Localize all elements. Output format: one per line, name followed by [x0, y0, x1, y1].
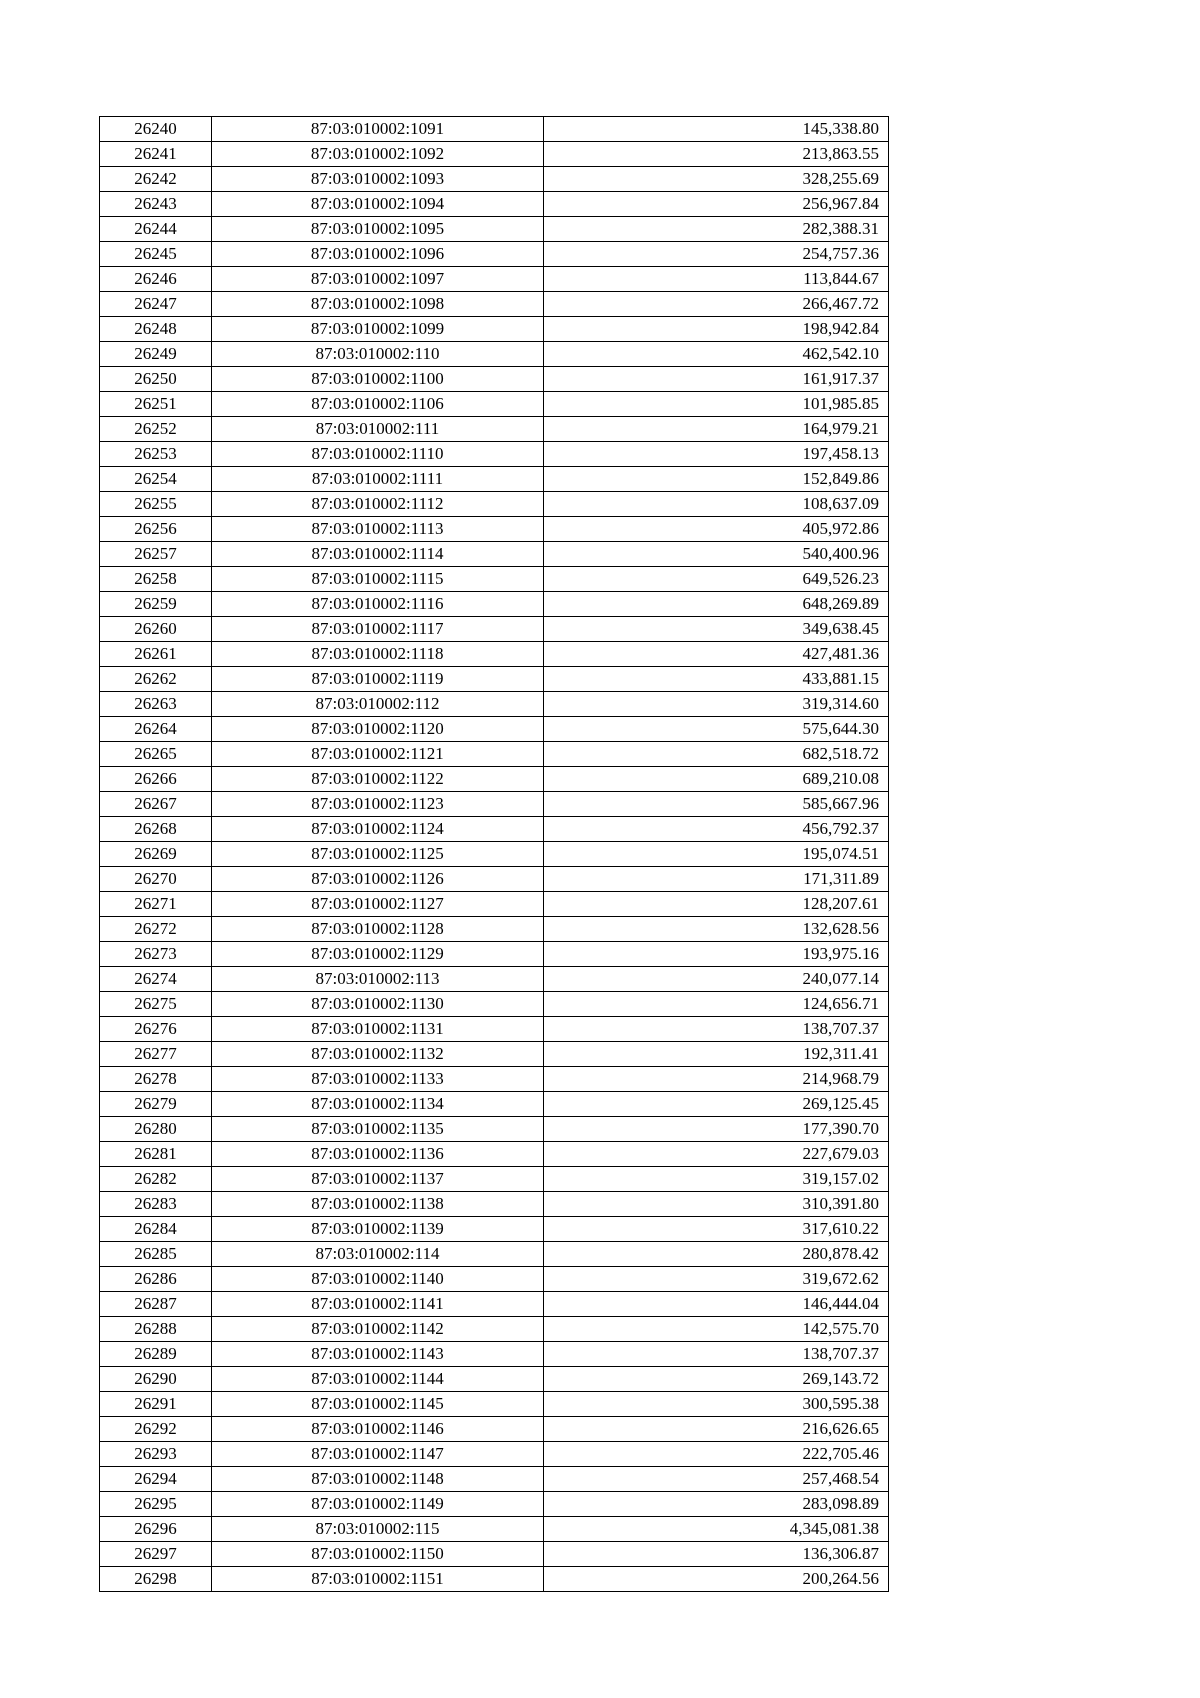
cadastral-number-cell: 87:03:010002:1149: [212, 1492, 544, 1517]
row-number-cell: 26243: [100, 192, 212, 217]
cadastral-number-cell: 87:03:010002:1127: [212, 892, 544, 917]
row-number-cell: 26284: [100, 1217, 212, 1242]
cadastral-number-cell: 87:03:010002:1094: [212, 192, 544, 217]
row-number-cell: 26254: [100, 467, 212, 492]
row-number-cell: 26280: [100, 1117, 212, 1142]
cadastral-number-cell: 87:03:010002:1143: [212, 1342, 544, 1367]
value-cell: 349,638.45: [544, 617, 889, 642]
cadastral-number-cell: 87:03:010002:1110: [212, 442, 544, 467]
table-row: [100, 192, 889, 217]
value-cell: 192,311.41: [544, 1042, 889, 1067]
cadastral-number-cell: 87:03:010002:1117: [212, 617, 544, 642]
row-number-cell: 26270: [100, 867, 212, 892]
value-cell: 254,757.36: [544, 242, 889, 267]
row-number-cell: 26263: [100, 692, 212, 717]
table-row: [100, 467, 889, 492]
row-number-cell: 26286: [100, 1267, 212, 1292]
cadastral-number-cell: 87:03:010002:1146: [212, 1417, 544, 1442]
table-row: [100, 342, 889, 367]
cadastral-number-cell: 87:03:010002:1131: [212, 1017, 544, 1042]
cadastral-number-cell: 87:03:010002:113: [212, 967, 544, 992]
table-row: [100, 267, 889, 292]
row-number-cell: 26292: [100, 1417, 212, 1442]
row-number-cell: 26290: [100, 1367, 212, 1392]
table-row: [100, 742, 889, 767]
cadastral-number-cell: 87:03:010002:1141: [212, 1292, 544, 1317]
table-row: [100, 1417, 889, 1442]
table-row: [100, 1292, 889, 1317]
cadastral-number-cell: 87:03:010002:1145: [212, 1392, 544, 1417]
table-row: [100, 1117, 889, 1142]
value-cell: 124,656.71: [544, 992, 889, 1017]
value-cell: 319,157.02: [544, 1167, 889, 1192]
table-row: [100, 1392, 889, 1417]
row-number-cell: 26250: [100, 367, 212, 392]
row-number-cell: 26293: [100, 1442, 212, 1467]
table-row: [100, 1342, 889, 1367]
cadastral-number-cell: 87:03:010002:1118: [212, 642, 544, 667]
value-cell: 213,863.55: [544, 142, 889, 167]
table-row: [100, 167, 889, 192]
row-number-cell: 26265: [100, 742, 212, 767]
value-cell: 283,098.89: [544, 1492, 889, 1517]
cadastral-number-cell: 87:03:010002:1148: [212, 1467, 544, 1492]
value-cell: 280,878.42: [544, 1242, 889, 1267]
table-row: [100, 1367, 889, 1392]
table-row: [100, 1442, 889, 1467]
cadastral-number-cell: 87:03:010002:1126: [212, 867, 544, 892]
cadastral-number-cell: 87:03:010002:1150: [212, 1542, 544, 1567]
cadastral-number-cell: 87:03:010002:1128: [212, 917, 544, 942]
value-cell: 177,390.70: [544, 1117, 889, 1142]
table-row: [100, 717, 889, 742]
value-cell: 585,667.96: [544, 792, 889, 817]
table-row: [100, 117, 889, 142]
cadastral-number-cell: 87:03:010002:1106: [212, 392, 544, 417]
value-cell: 689,210.08: [544, 767, 889, 792]
cadastral-number-cell: 87:03:010002:1100: [212, 367, 544, 392]
cadastral-number-cell: 87:03:010002:1138: [212, 1192, 544, 1217]
row-number-cell: 26278: [100, 1067, 212, 1092]
table-row: [100, 217, 889, 242]
cadastral-number-cell: 87:03:010002:1120: [212, 717, 544, 742]
value-cell: 138,707.37: [544, 1342, 889, 1367]
value-cell: 456,792.37: [544, 817, 889, 842]
row-number-cell: 26266: [100, 767, 212, 792]
table-row: [100, 992, 889, 1017]
value-cell: 433,881.15: [544, 667, 889, 692]
table-row: [100, 1067, 889, 1092]
value-cell: 132,628.56: [544, 917, 889, 942]
row-number-cell: 26241: [100, 142, 212, 167]
row-number-cell: 26249: [100, 342, 212, 367]
cadastral-number-cell: 87:03:010002:1142: [212, 1317, 544, 1342]
cadastral-number-cell: 87:03:010002:1144: [212, 1367, 544, 1392]
value-cell: 227,679.03: [544, 1142, 889, 1167]
value-cell: 113,844.67: [544, 267, 889, 292]
table-row: [100, 1017, 889, 1042]
value-cell: 240,077.14: [544, 967, 889, 992]
table-row: [100, 817, 889, 842]
row-number-cell: 26294: [100, 1467, 212, 1492]
table-body: [100, 117, 889, 1592]
row-number-cell: 26240: [100, 117, 212, 142]
table-row: [100, 567, 889, 592]
value-cell: 319,672.62: [544, 1267, 889, 1292]
table-row: [100, 442, 889, 467]
row-number-cell: 26255: [100, 492, 212, 517]
row-number-cell: 26277: [100, 1042, 212, 1067]
row-number-cell: 26291: [100, 1392, 212, 1417]
cadastral-number-cell: 87:03:010002:1098: [212, 292, 544, 317]
cadastral-number-cell: 87:03:010002:1125: [212, 842, 544, 867]
table-row: [100, 317, 889, 342]
value-cell: 128,207.61: [544, 892, 889, 917]
cadastral-number-cell: 87:03:010002:1134: [212, 1092, 544, 1117]
cadastral-number-cell: 87:03:010002:1123: [212, 792, 544, 817]
value-cell: 136,306.87: [544, 1542, 889, 1567]
row-number-cell: 26273: [100, 942, 212, 967]
value-cell: 269,125.45: [544, 1092, 889, 1117]
row-number-cell: 26251: [100, 392, 212, 417]
table-row: [100, 392, 889, 417]
table-row: [100, 967, 889, 992]
table-row: [100, 1317, 889, 1342]
value-cell: 310,391.80: [544, 1192, 889, 1217]
cadastral-number-cell: 87:03:010002:1093: [212, 167, 544, 192]
table-row: [100, 1167, 889, 1192]
table-row: [100, 1267, 889, 1292]
value-cell: 142,575.70: [544, 1317, 889, 1342]
table-row: [100, 1192, 889, 1217]
row-number-cell: 26297: [100, 1542, 212, 1567]
table-row: [100, 642, 889, 667]
row-number-cell: 26298: [100, 1567, 212, 1592]
value-cell: 138,707.37: [544, 1017, 889, 1042]
value-cell: 222,705.46: [544, 1442, 889, 1467]
cadastral-number-cell: 87:03:010002:1130: [212, 992, 544, 1017]
row-number-cell: 26283: [100, 1192, 212, 1217]
row-number-cell: 26275: [100, 992, 212, 1017]
table-row: [100, 1217, 889, 1242]
table-row: [100, 867, 889, 892]
value-cell: 328,255.69: [544, 167, 889, 192]
cadastral-number-cell: 87:03:010002:110: [212, 342, 544, 367]
table-row: [100, 142, 889, 167]
table-row: [100, 242, 889, 267]
row-number-cell: 26289: [100, 1342, 212, 1367]
cadastral-number-cell: 87:03:010002:1147: [212, 1442, 544, 1467]
cadastral-number-cell: 87:03:010002:1114: [212, 542, 544, 567]
cadastral-number-cell: 87:03:010002:1137: [212, 1167, 544, 1192]
row-number-cell: 26260: [100, 617, 212, 642]
cadastral-number-cell: 87:03:010002:1139: [212, 1217, 544, 1242]
row-number-cell: 26288: [100, 1317, 212, 1342]
table-row: [100, 1142, 889, 1167]
row-number-cell: 26261: [100, 642, 212, 667]
cadastral-number-cell: 87:03:010002:1095: [212, 217, 544, 242]
cadastral-number-cell: 87:03:010002:1122: [212, 767, 544, 792]
cadastral-number-cell: 87:03:010002:1097: [212, 267, 544, 292]
value-cell: 197,458.13: [544, 442, 889, 467]
table-row: [100, 1567, 889, 1592]
value-cell: 256,967.84: [544, 192, 889, 217]
value-cell: 319,314.60: [544, 692, 889, 717]
cadastral-number-cell: 87:03:010002:112: [212, 692, 544, 717]
row-number-cell: 26276: [100, 1017, 212, 1042]
cadastral-number-cell: 87:03:010002:1135: [212, 1117, 544, 1142]
value-cell: 108,637.09: [544, 492, 889, 517]
row-number-cell: 26264: [100, 717, 212, 742]
table-row: [100, 1492, 889, 1517]
row-number-cell: 26267: [100, 792, 212, 817]
row-number-cell: 26247: [100, 292, 212, 317]
table-row: [100, 367, 889, 392]
cadastral-number-cell: 87:03:010002:1119: [212, 667, 544, 692]
value-cell: 171,311.89: [544, 867, 889, 892]
value-cell: 282,388.31: [544, 217, 889, 242]
table-row: [100, 542, 889, 567]
table-row: [100, 942, 889, 967]
table-row: [100, 792, 889, 817]
value-cell: 575,644.30: [544, 717, 889, 742]
table-row: [100, 1242, 889, 1267]
row-number-cell: 26268: [100, 817, 212, 842]
value-cell: 300,595.38: [544, 1392, 889, 1417]
cadastral-number-cell: 87:03:010002:1136: [212, 1142, 544, 1167]
cadastral-number-cell: 87:03:010002:115: [212, 1517, 544, 1542]
row-number-cell: 26279: [100, 1092, 212, 1117]
value-cell: 682,518.72: [544, 742, 889, 767]
value-cell: 101,985.85: [544, 392, 889, 417]
table-row: [100, 1517, 889, 1542]
table-row: [100, 292, 889, 317]
table-row: [100, 592, 889, 617]
cadastral-number-cell: 87:03:010002:1113: [212, 517, 544, 542]
value-cell: 161,917.37: [544, 367, 889, 392]
row-number-cell: 26248: [100, 317, 212, 342]
row-number-cell: 26282: [100, 1167, 212, 1192]
row-number-cell: 26256: [100, 517, 212, 542]
table-row: [100, 892, 889, 917]
row-number-cell: 26281: [100, 1142, 212, 1167]
value-cell: 198,942.84: [544, 317, 889, 342]
row-number-cell: 26258: [100, 567, 212, 592]
value-cell: 195,074.51: [544, 842, 889, 867]
table-row: [100, 617, 889, 642]
row-number-cell: 26259: [100, 592, 212, 617]
value-cell: 216,626.65: [544, 1417, 889, 1442]
row-number-cell: 26285: [100, 1242, 212, 1267]
cadastral-value-table: [99, 116, 889, 1592]
cadastral-number-cell: 87:03:010002:1092: [212, 142, 544, 167]
table-row: [100, 1092, 889, 1117]
value-cell: 164,979.21: [544, 417, 889, 442]
cadastral-number-cell: 87:03:010002:1129: [212, 942, 544, 967]
table-row: [100, 917, 889, 942]
table-row: [100, 1042, 889, 1067]
value-cell: 317,610.22: [544, 1217, 889, 1242]
value-cell: 146,444.04: [544, 1292, 889, 1317]
value-cell: 145,338.80: [544, 117, 889, 142]
value-cell: 405,972.86: [544, 517, 889, 542]
row-number-cell: 26244: [100, 217, 212, 242]
cadastral-number-cell: 87:03:010002:1091: [212, 117, 544, 142]
row-number-cell: 26257: [100, 542, 212, 567]
table-row: [100, 492, 889, 517]
value-cell: 152,849.86: [544, 467, 889, 492]
row-number-cell: 26271: [100, 892, 212, 917]
cadastral-number-cell: 87:03:010002:1124: [212, 817, 544, 842]
table-row: [100, 692, 889, 717]
cadastral-number-cell: 87:03:010002:1140: [212, 1267, 544, 1292]
cadastral-number-cell: 87:03:010002:1111: [212, 467, 544, 492]
cadastral-number-cell: 87:03:010002:111: [212, 417, 544, 442]
value-cell: 266,467.72: [544, 292, 889, 317]
row-number-cell: 26287: [100, 1292, 212, 1317]
cadastral-number-cell: 87:03:010002:1096: [212, 242, 544, 267]
value-cell: 193,975.16: [544, 942, 889, 967]
cadastral-number-cell: 87:03:010002:1116: [212, 592, 544, 617]
row-number-cell: 26252: [100, 417, 212, 442]
row-number-cell: 26269: [100, 842, 212, 867]
table-row: [100, 1467, 889, 1492]
row-number-cell: 26246: [100, 267, 212, 292]
row-number-cell: 26245: [100, 242, 212, 267]
value-cell: 257,468.54: [544, 1467, 889, 1492]
cadastral-number-cell: 87:03:010002:1115: [212, 567, 544, 592]
cadastral-number-cell: 87:03:010002:1112: [212, 492, 544, 517]
row-number-cell: 26242: [100, 167, 212, 192]
table-row: [100, 667, 889, 692]
row-number-cell: 26262: [100, 667, 212, 692]
value-cell: 648,269.89: [544, 592, 889, 617]
value-cell: 4,345,081.38: [544, 1517, 889, 1542]
table-row: [100, 767, 889, 792]
value-cell: 269,143.72: [544, 1367, 889, 1392]
row-number-cell: 26274: [100, 967, 212, 992]
value-cell: 649,526.23: [544, 567, 889, 592]
table-row: [100, 517, 889, 542]
cadastral-number-cell: 87:03:010002:1133: [212, 1067, 544, 1092]
value-cell: 462,542.10: [544, 342, 889, 367]
value-cell: 540,400.96: [544, 542, 889, 567]
row-number-cell: 26295: [100, 1492, 212, 1517]
cadastral-number-cell: 87:03:010002:1132: [212, 1042, 544, 1067]
table-row: [100, 1542, 889, 1567]
table-row: [100, 417, 889, 442]
row-number-cell: 26272: [100, 917, 212, 942]
row-number-cell: 26253: [100, 442, 212, 467]
value-cell: 200,264.56: [544, 1567, 889, 1592]
table-row: [100, 842, 889, 867]
cadastral-number-cell: 87:03:010002:1151: [212, 1567, 544, 1592]
cadastral-number-cell: 87:03:010002:1121: [212, 742, 544, 767]
cadastral-number-cell: 87:03:010002:114: [212, 1242, 544, 1267]
value-cell: 214,968.79: [544, 1067, 889, 1092]
row-number-cell: 26296: [100, 1517, 212, 1542]
value-cell: 427,481.36: [544, 642, 889, 667]
cadastral-number-cell: 87:03:010002:1099: [212, 317, 544, 342]
